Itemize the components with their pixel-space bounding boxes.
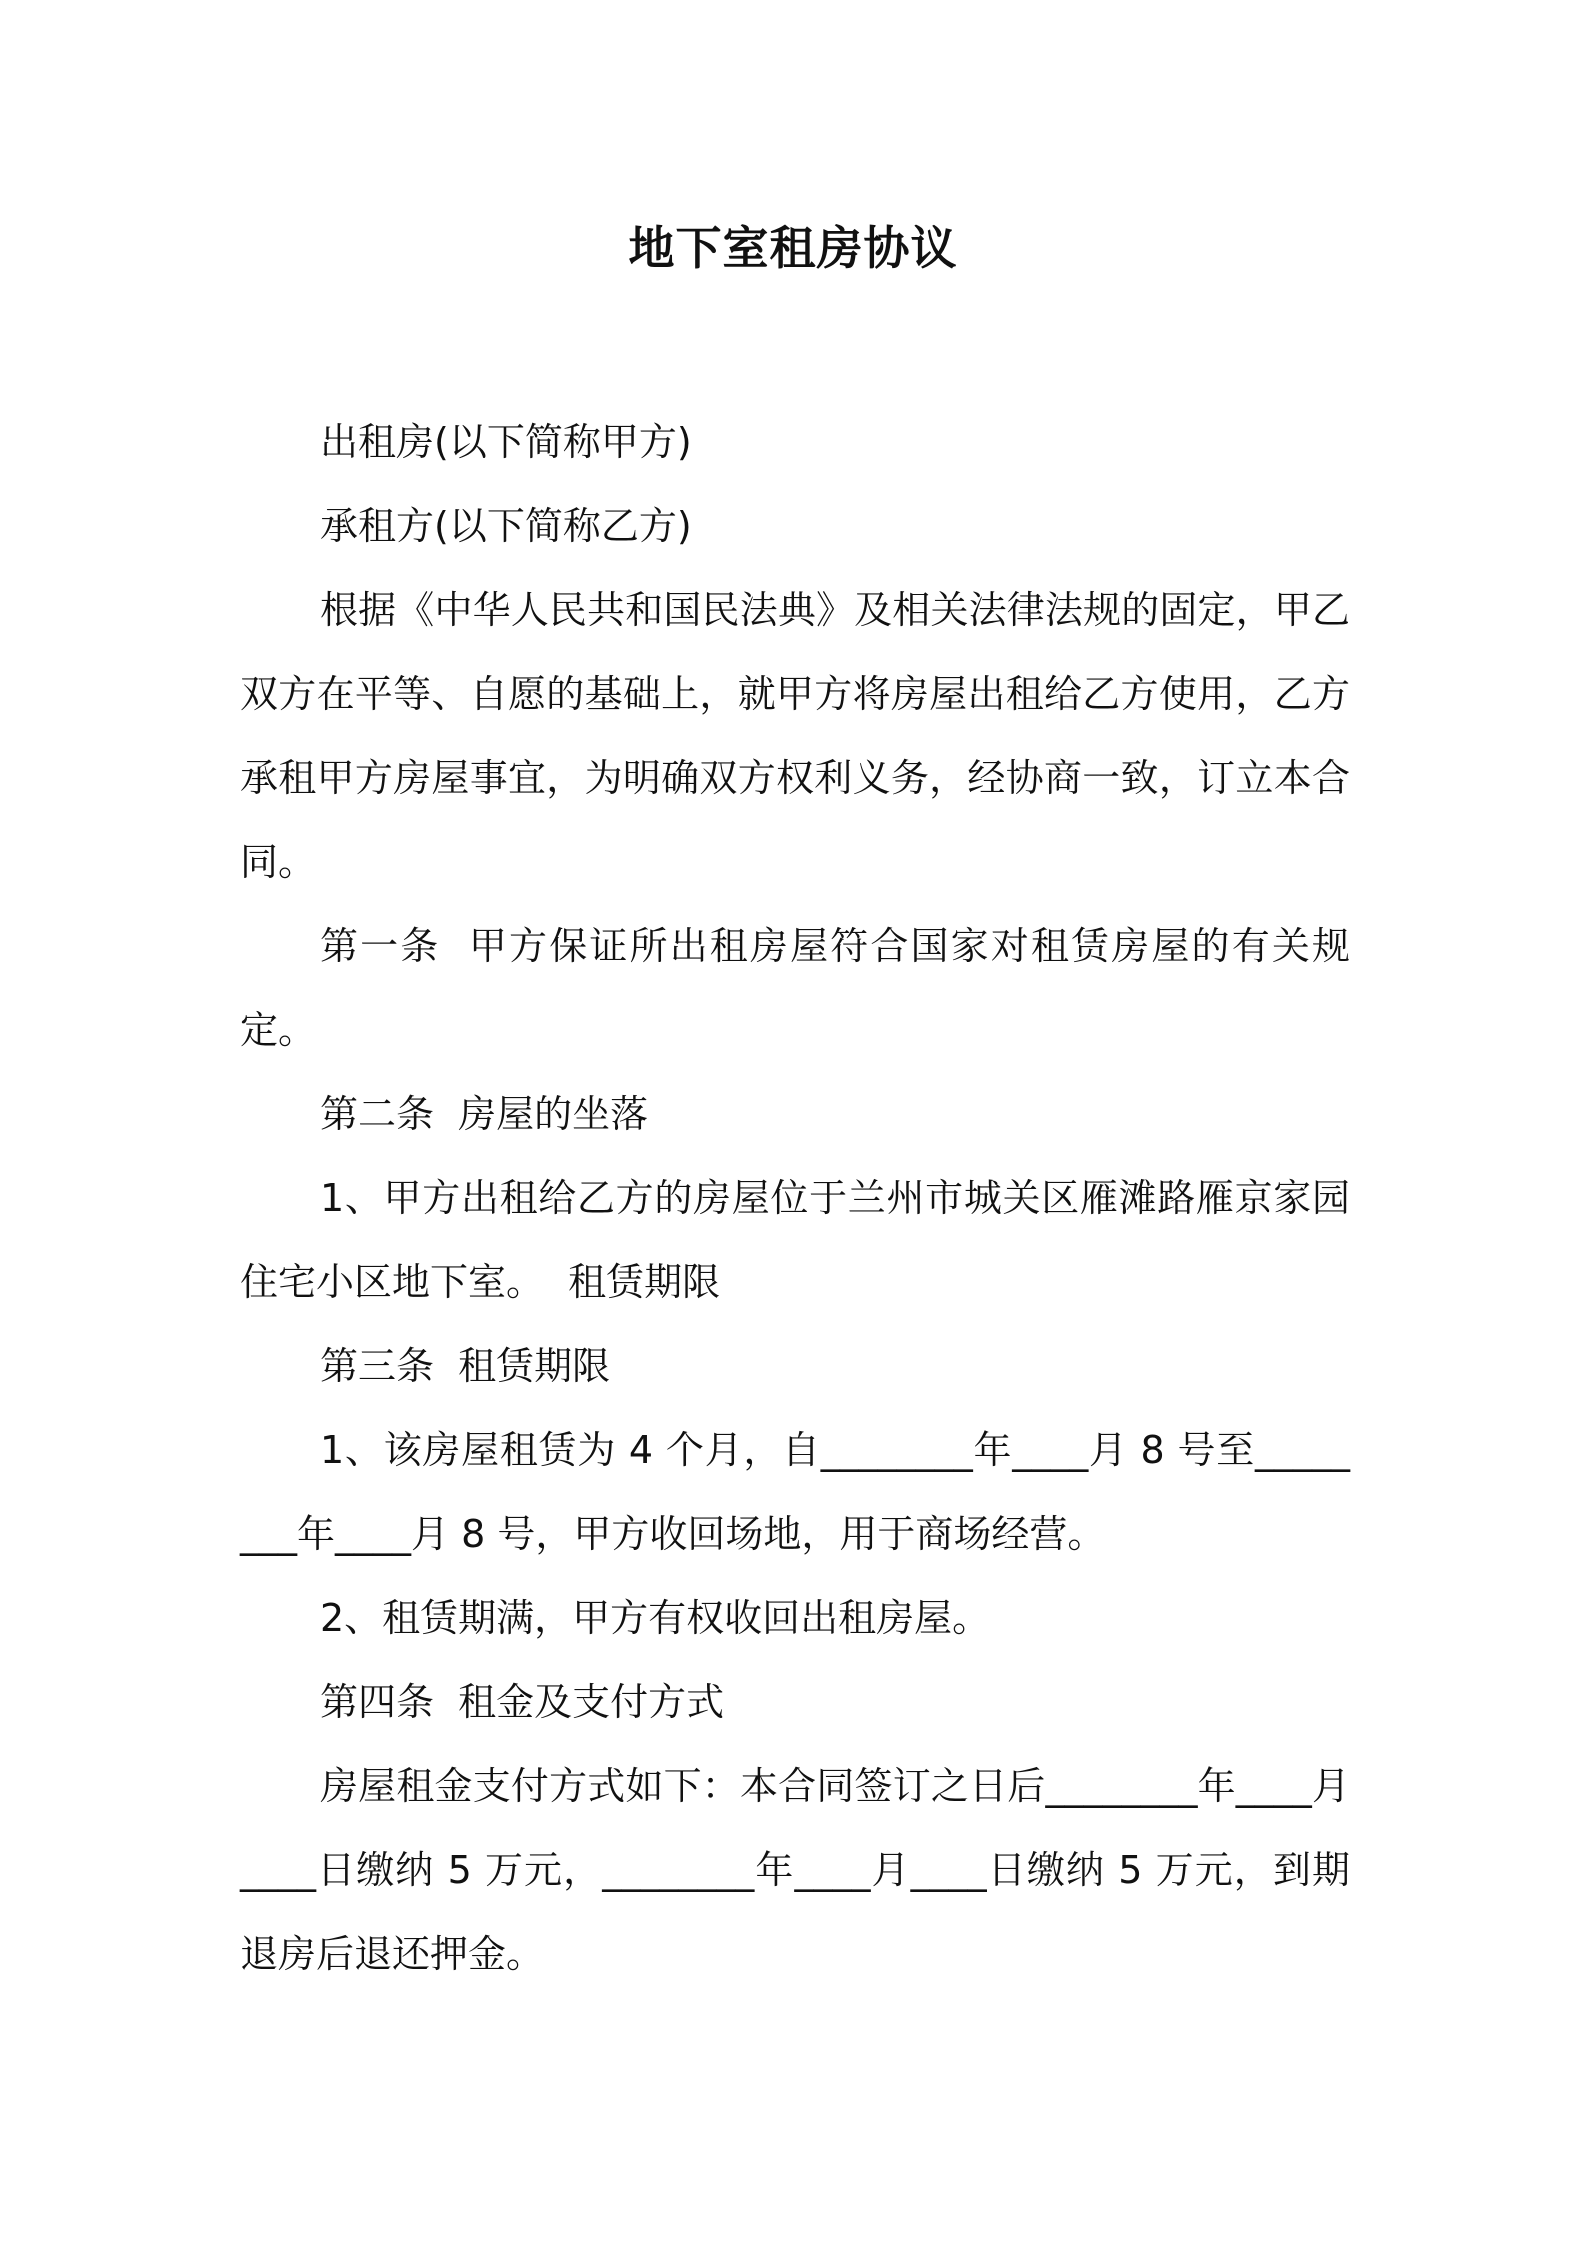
article-2-item-1: 1、甲方出租给乙方的房屋位于兰州市城关区雁滩路雁京家园住宅小区地下室。 租赁期限 bbox=[240, 1176, 1350, 1304]
article-1-paragraph: 第一条 甲方保证所出租房屋符合国家对租赁房屋的有关规定。 bbox=[240, 924, 1350, 1052]
article-4-payment-paragraph: 房屋租金支付方式如下：本合同签订之日后________年____月____日缴纳 5 万元，________年____月____日缴纳 5 万元，到期退房后退还押金。 bbox=[240, 1764, 1350, 1976]
article-2-heading: 第二条 房屋的坐落 bbox=[320, 1092, 649, 1136]
article-3-heading: 第三条 租赁期限 bbox=[320, 1344, 611, 1388]
article-3-item-1: 1、该房屋租赁为 4 个月，自________年____月 8 号至________年____月 8 号，甲方收回场地，用于商场经营。 bbox=[240, 1428, 1350, 1556]
document-body bbox=[240, 400, 1350, 1996]
party-b-line: 承租方(以下简称乙方) bbox=[320, 504, 692, 548]
preamble-paragraph: 根据《中华人民共和国民法典》及相关法律法规的固定，甲乙双方在平等、自愿的基础上，就甲方将房屋出租给乙方使用，乙方承租甲方房屋事宜，为明确双方权利义务，经协商一致，订立本合同。 bbox=[240, 588, 1350, 884]
article-4-heading: 第四条 租金及支付方式 bbox=[320, 1680, 725, 1724]
document-title: 地下室租房协议 bbox=[628, 221, 958, 275]
article-3-item-2: 2、租赁期满，甲方有权收回出租房屋。 bbox=[320, 1596, 991, 1640]
party-a-line: 出租房(以下简称甲方) bbox=[320, 420, 692, 464]
